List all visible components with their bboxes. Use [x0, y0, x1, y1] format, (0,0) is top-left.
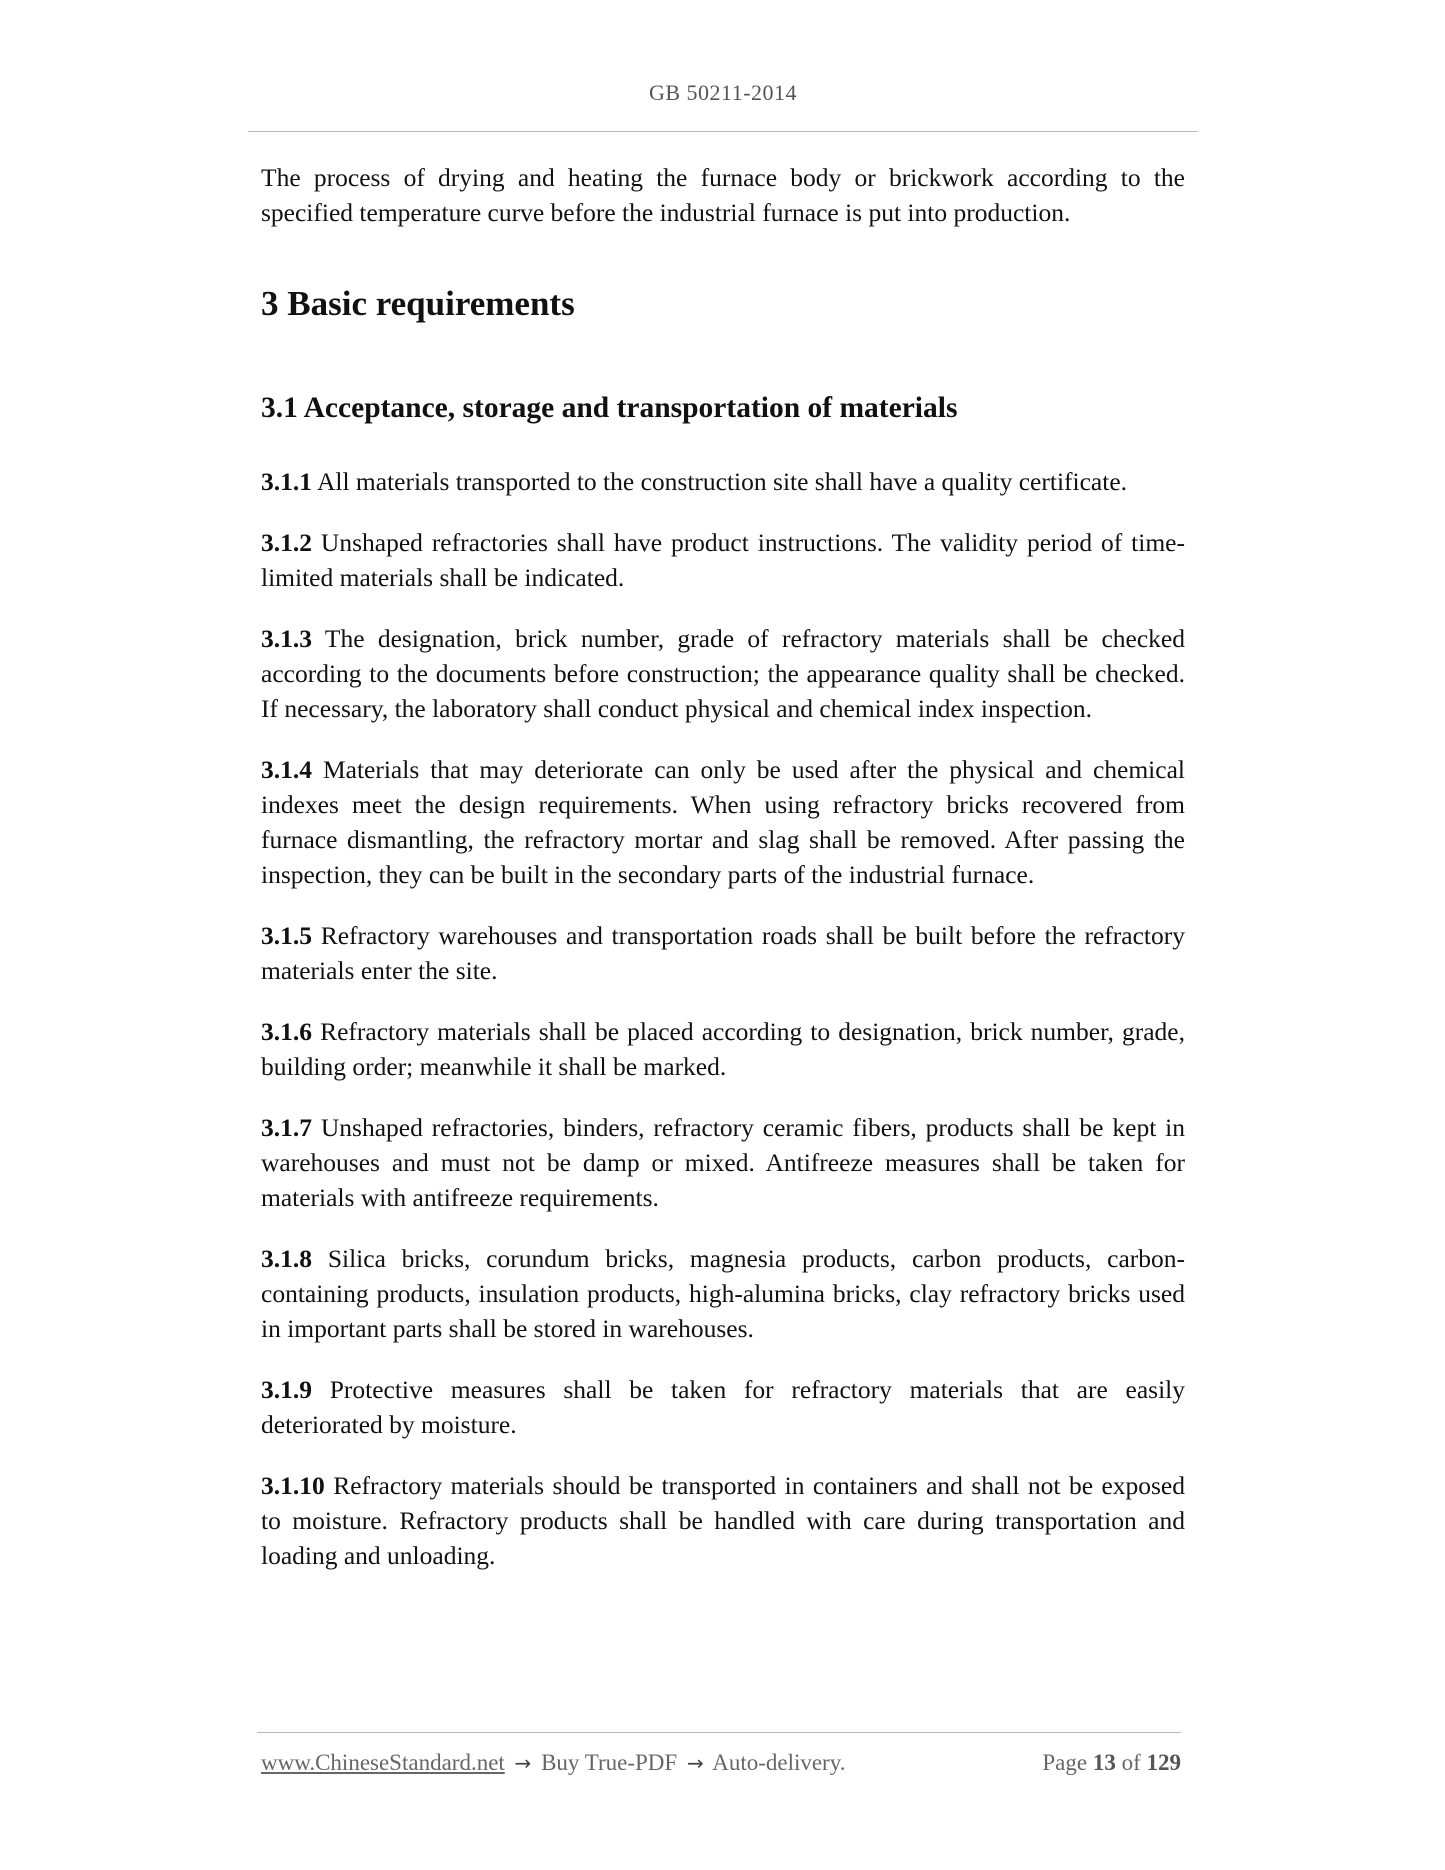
clause-number: 3.1.1 [261, 467, 312, 496]
chapter-heading: 3 Basic requirements [261, 284, 575, 323]
clause-text: Refractory materials should be transported in containers and shall not be exposed to moisture. Refractory products shall be handled with care during transportation and loading and unloading. [261, 1471, 1185, 1570]
clause-text: Silica bricks, corundum bricks, magnesia products, carbon products, carbon-containing products, insulation products, high-alumina bricks, clay refractory bricks used in important parts shall be stored in warehouses. [261, 1244, 1185, 1343]
clause-number: 3.1.7 [261, 1113, 312, 1142]
clause-text: Protective measures shall be taken for refractory materials that are easily deteriorated by moisture. [261, 1375, 1185, 1439]
section-heading: 3.1 Acceptance, storage and transportation of materials [261, 392, 958, 424]
clause-3-1-4 [261, 752, 1185, 892]
buy-text: Buy True-PDF [541, 1750, 678, 1775]
document-body [261, 160, 1185, 1599]
footer-divider [257, 1732, 1181, 1733]
page-label: Page [1042, 1750, 1088, 1775]
clause-3-1-5 [261, 918, 1185, 988]
clause-number: 3.1.8 [261, 1244, 312, 1273]
clause-number: 3.1.5 [261, 921, 312, 950]
clause-3-1-8 [261, 1241, 1185, 1346]
clause-text: Unshaped refractories shall have product instructions. The validity period of time-limited materials shall be indicated. [261, 528, 1185, 592]
clause-3-1-10 [261, 1468, 1185, 1573]
clause-number: 3.1.9 [261, 1375, 312, 1404]
page-total: 129 [1146, 1750, 1181, 1775]
page-current: 13 [1092, 1750, 1116, 1775]
clause-3-1-6 [261, 1014, 1185, 1084]
intro-paragraph: The process of drying and heating the furnace body or brickwork according to the specified temperature curve before the industrial furnace is put into production. [261, 163, 1185, 227]
clause-number: 3.1.6 [261, 1017, 312, 1046]
clause-3-1-1 [261, 464, 1185, 499]
clause-text: Materials that may deteriorate can only be used after the physical and chemical indexes meet the design requirements. When using refractory bricks recovered from furnace dismantling, the refractory mortar and slag shall be removed. After passing the inspection, they can be built in the secondary parts of the industrial furnace. [261, 755, 1185, 889]
clause-3-1-9 [261, 1372, 1185, 1442]
footer-promo [261, 1750, 845, 1776]
page-indicator [1042, 1750, 1181, 1776]
header-divider [248, 131, 1198, 132]
page-of: of [1121, 1750, 1141, 1775]
clause-text: The designation, brick number, grade of refractory materials shall be checked according to the documents before construction; the appearance quality shall be checked. If necessary, the laboratory shall conduct physical and chemical index inspection. [261, 624, 1185, 723]
clause-number: 3.1.4 [261, 755, 312, 784]
arrow-right-icon: → [686, 1751, 704, 1775]
delivery-text: Auto-delivery. [712, 1750, 846, 1775]
clause-3-1-7 [261, 1110, 1185, 1215]
clause-number: 3.1.2 [261, 528, 312, 557]
clause-text: Refractory materials shall be placed according to designation, brick number, grade, building order; meanwhile it shall be marked. [261, 1017, 1186, 1081]
page-footer [261, 1750, 1181, 1776]
clause-3-1-3 [261, 621, 1185, 726]
clause-text: Unshaped refractories, binders, refractory ceramic fibers, products shall be kept in warehouses and must not be damp or mixed. Antifreeze measures shall be taken for materials with antifreeze requirements. [261, 1113, 1185, 1212]
clause-number: 3.1.10 [261, 1471, 325, 1500]
arrow-right-icon: → [514, 1751, 532, 1775]
clause-number: 3.1.3 [261, 624, 312, 653]
clause-3-1-2 [261, 525, 1185, 595]
clause-text: All materials transported to the construction site shall have a quality certificate. [316, 467, 1128, 496]
website-link[interactable]: www.ChineseStandard.net [261, 1750, 505, 1775]
clause-text: Refractory warehouses and transportation roads shall be built before the refractory materials enter the site. [261, 921, 1185, 985]
page-header: GB 50211-2014 [648, 80, 798, 105]
